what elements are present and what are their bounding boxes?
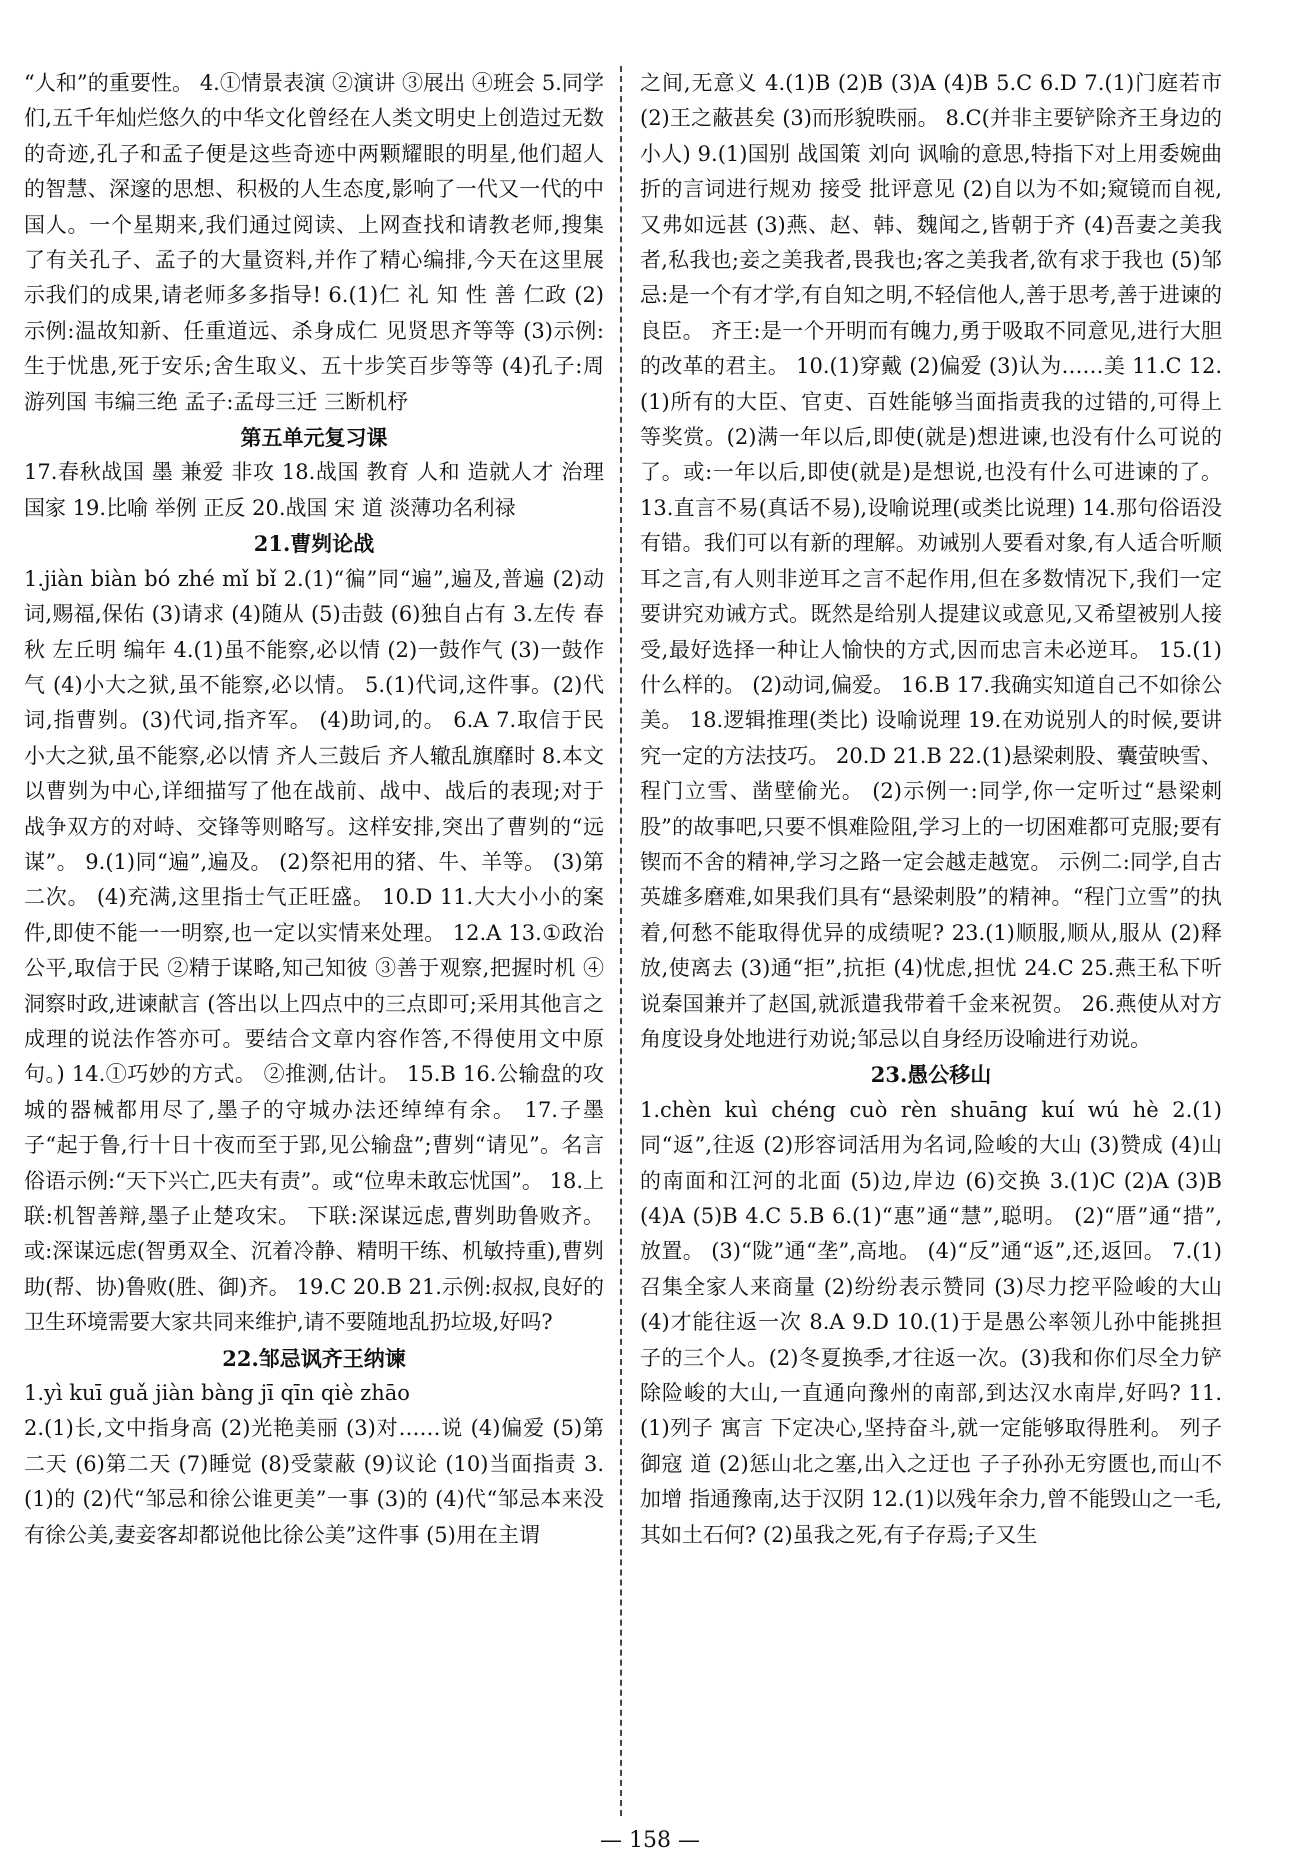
- section-heading: 第五单元复习课: [240, 425, 388, 451]
- answer-paragraph: 之间,无意义 4.(1)B (2)B (3)A (4)B 5.C 6.D 7.(1)门庭若市 (2)王之蔽甚矣 (3)而形貌昳丽。 8.C(并非主要铲除齐王身边的小人) 9.(1)国别 战国策 刘向 讽喻的意思,特指下对上用委婉曲折的言词进行规劝 接受 批评意见 (2)自以为不如;窥镜而自视,又弗如远甚 (3)燕、赵、韩、魏闻之,皆朝于齐 (4)吾妻之美我者,私我也;妾之美我者,畏我也;客之美我者,欲有求于我也 (5)邹忌:是一个有才学,有自知之明,不轻信他人,善于思考,善于进谏的良臣。 齐王:是一个开明而有魄力,勇于吸取不同意见,进行大胆的改革的君主。 10.(1)穿戴 (2)偏爱 (3)认为……美 11.C 12.(1)所有的大臣、官吏、百姓能够当面指责我的过错的,可得上等奖赏。(2)满一年以后,即使(就是)想进谏,也没有什么可说的了。或:一年以后,即使(就是)是想说,也没有什么可进谏的了。 13.直言不易(真话不易),设喻说理(或类比说理) 14.那句俗语没有错。我们可以有新的理解。劝诫别人要看对象,有人适合听顺耳之言,有人则非逆耳之言不起作用,但在多数情况下,我们一定要讲究劝诫方式。既然是给别人提建议或意见,又希望被别人接受,最好选择一种让人愉快的方式,因而忠言未必逆耳。 15.(1)什么样的。 (2)动词,偏爱。 16.B 17.我确实知道自己不如徐公美。 18.逻辑推理(类比) 设喻说理 19.在劝说别人的时候,要讲究一定的方法技巧。 20.D 21.B 22.(1)悬梁刺股、囊萤映雪、程门立雪、凿壁偷光。 (2)示例一:同学,你一定听过“悬梁刺股”的故事吧,只要不惧难险阻,学习上的一切困难都可克服;要有锲而不舍的精神,学习之路一定会越走越宽。 示例二:同学,自古英雄多磨难,如果我们具有“悬梁刺股”的精神。“程门立雪”的执着,何愁不能取得优异的成绩呢? 23.(1)顺服,顺从,服从 (2)释放,使离去 (3)通“拒”,抗拒 (4)忧虑,担忧 24.C 25.燕王私下听说秦国兼并了赵国,就派遣我带着千金来祝贺。 26.燕使从对方角度设身处地进行劝说;邹忌以自身经历设喻进行劝说。: [640, 71, 1222, 1051]
- right-column: [640, 66, 1222, 1553]
- answer-paragraph: 1.chèn kuì chéng cuò rèn shuāng kuí wú hè 2.(1)同“返”,往返 (2)形容词活用为名词,险峻的大山 (3)赞成 (4)山的南面和江河的北面 (5)边,岸边 (6)交换 3.(1)C (2)A (3)B (4)A (5)B 4.C 5.B 6.(1)“惠”通“慧”,聪明。 (2)“厝”通“措”,放置。 (3)“陇”通“垄”,高地。 (4)“反”通“返”,还,返回。 7.(1)召集全家人来商量 (2)纷纷表示赞同 (3)尽力挖平险峻的大山 (4)才能往返一次 8.A 9.D 10.(1)于是愚公率领儿孙中能挑担子的三个人。(2)冬夏换季,才往返一次。(3)我和你们尽全力铲除险峻的大山,一直通向豫州的南部,到达汉水南岸,好吗? 11.(1)列子 寓言 下定决心,坚持奋斗,就一定能够取得胜利。 列子 御寇 道 (2)惩山北之塞,出入之迂也 子子孙孙无穷匮也,而山不加增 指通豫南,达于汉阴 12.(1)以残年余力,曾不能毁山之一毛,其如土石何? (2)虽我之死,有子存焉;子又生: [640, 1097, 1222, 1547]
- section-heading: 22.邹忌讽齐王纳谏: [222, 1345, 406, 1371]
- section-heading: 23.愚公移山: [870, 1062, 992, 1088]
- left-column: [24, 66, 604, 1553]
- answer-paragraph: 1.jiàn biàn bó zhé mǐ bǐ 2.(1)“徧”同“遍”,遍及,普遍 (2)动词,赐福,保佑 (3)请求 (4)随从 (5)击鼓 (6)独自占有 3.左传 春秋 左丘明 编年 4.(1)虽不能察,必以情 (2)一鼓作气 (3)一鼓作气 (4)小大之狱,虽不能察,必以情。 5.(1)代词,这件事。(2)代词,指曹刿。(3)代词,指齐军。 (4)助词,的。 6.A 7.取信于民 小大之狱,虽不能察,必以情 齐人三鼓后 齐人辙乱旗靡时 8.本文以曹刿为中心,详细描写了他在战前、战中、战后的表现;对于战争双方的对峙、交锋等则略写。这样安排,突出了曹刿的“远谋”。 9.(1)同“遍”,遍及。 (2)祭祀用的猪、牛、羊等。 (3)第二次。 (4)充满,这里指士气正旺盛。 10.D 11.大大小小的案件,即使不能一一明察,也一定以实情来处理。 12.A 13.①政治公平,取信于民 ②精于谋略,知己知彼 ③善于观察,把握时机 ④洞察时政,进谏献言 (答出以上四点中的三点即可;采用其他言之成理的说法作答亦可。要结合文章内容作答,不得使用文中原句。) 14.①巧妙的方式。 ②推测,估计。 15.B 16.公输盘的攻城的器械都用尽了,墨子的守城办法还绰绰有余。 17.子墨子“起于鲁,行十日十夜而至于郢,见公输盘”;曹刿“请见”。名言俗语示例:“天下兴亡,匹夫有责”。或“位卑未敢忘忧国”。 18.上联:机智善辩,墨子止楚攻宋。 下联:深谋远虑,曹刿助鲁败齐。 或:深谋远虑(智勇双全、沉着冷静、精明干练、机敏持重),曹刿助(帮、协)鲁败(胜、御)齐。 19.C 20.B 21.示例:叔叔,良好的卫生环境需要大家共同来维护,请不要随地乱扔垃圾,好吗?: [24, 566, 604, 1335]
- column-divider: [620, 66, 622, 1816]
- answer-paragraph: 1.yì kuī guǎ jiàn bàng jī qīn qiè zhāo 2.(1)长,文中指身高 (2)光艳美丽 (3)对……说 (4)偏爱 (5)第二天 (6)第二天 (7)睡觉 (8)受蒙蔽 (9)议论 (10)当面指责 3.(1)的 (2)代“邹忌和徐公谁更美”一事 (3)的 (4)代“邹忌本来没有徐公美,妻妾客却都说他比徐公美”这件事 (5)用在主谓: [24, 1381, 604, 1547]
- section-heading: 21.曹刿论战: [253, 531, 375, 557]
- answer-paragraph: “人和”的重要性。 4.①情景表演 ②演讲 ③展出 ④班会 5.同学们,五千年灿烂悠久的中华文化曾经在人类文明史上创造过无数的奇迹,孔子和孟子便是这些奇迹中两颗耀眼的明星,他们超人的智慧、深邃的思想、积极的人生态度,影响了一代又一代的中国人。一个星期来,我们通过阅读、上网查找和请教老师,搜集了有关孔子、孟子的大量资料,并作了精心编排,今天在这里展示我们的成果,请老师多多指导! 6.(1)仁 礼 知 性 善 仁政 (2)示例:温故知新、任重道远、杀身成仁 见贤思齐等等 (3)示例:生于忧患,死于安乐;舍生取义、五十步笑百步等等 (4)孔子:周游列国 韦编三绝 孟子:孟母三迁 三断机杼: [24, 71, 604, 414]
- page-number: — 158 —: [600, 1828, 700, 1853]
- answer-paragraph: 17.春秋战国 墨 兼爱 非攻 18.战国 教育 人和 造就人才 治理国家 19.比喻 举例 正反 20.战国 宋 道 淡薄功名利禄: [24, 460, 604, 520]
